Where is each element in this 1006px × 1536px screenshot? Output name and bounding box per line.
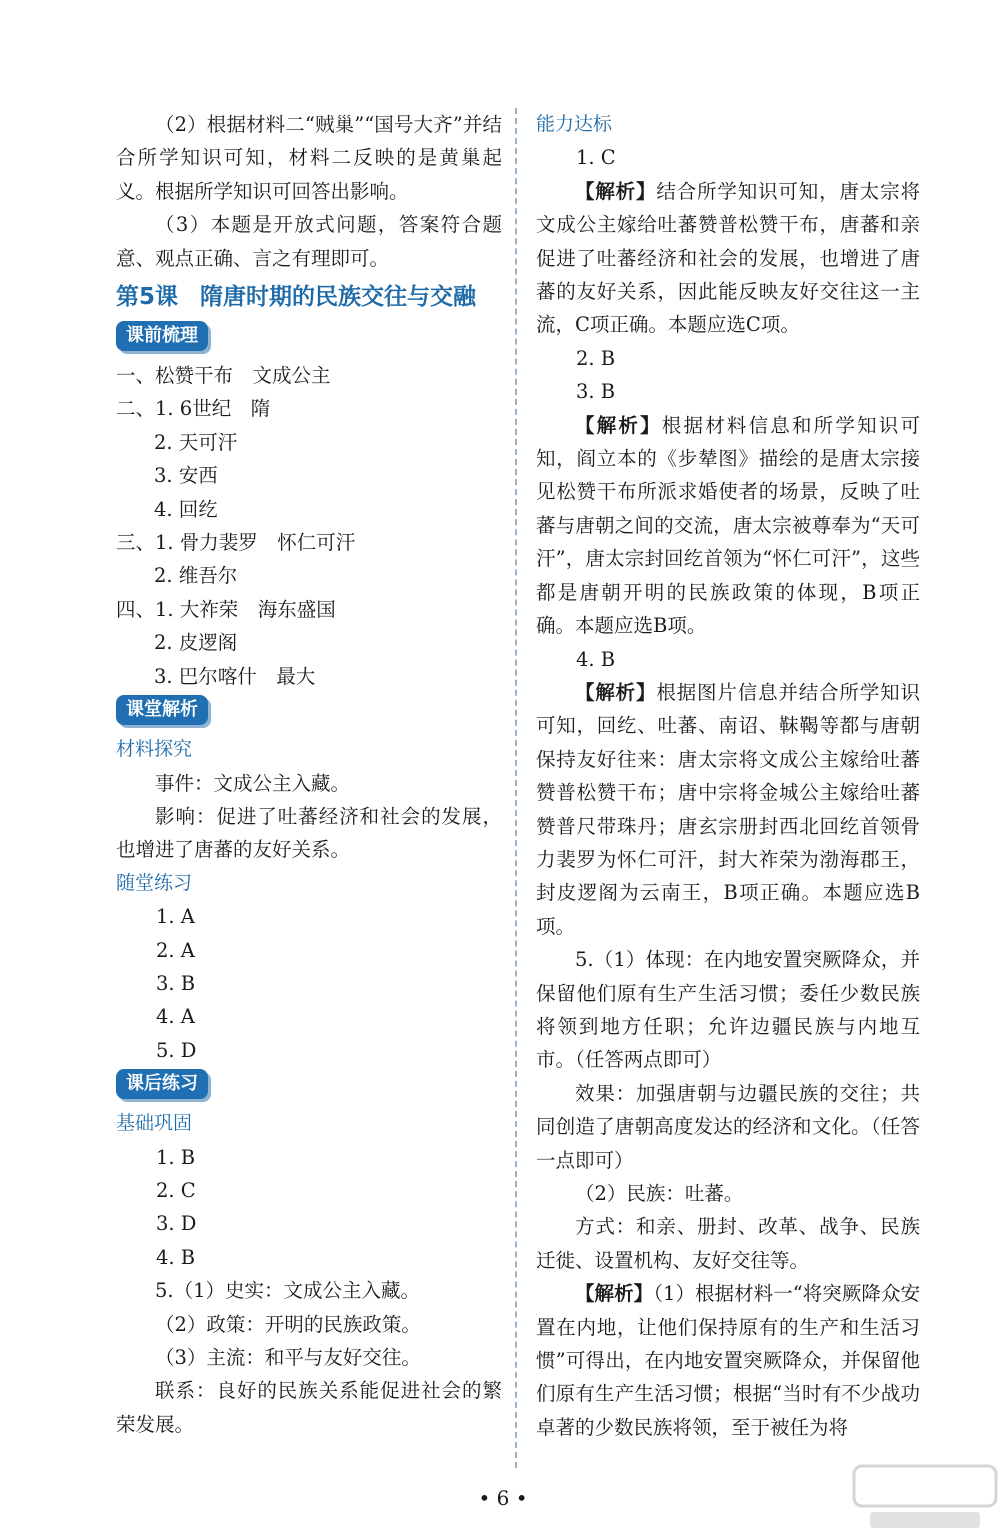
analysis-text: 根据材料信息和所学知识可知，阎立本的《步辇图》描绘的是唐太宗接见松赞干布所派求婚使者的场景，反映了吐蕃与唐朝之间的交流，唐太宗被尊奉为“天可汗”，唐太宗封回纥首领为“怀仁可汗”，这些都是唐朝开明的民族政策的体现，B项正确。本题应选B项。 bbox=[536, 413, 920, 638]
analysis-paragraph bbox=[536, 175, 920, 342]
section-badge-class: 课堂解析 bbox=[116, 695, 208, 725]
analysis-paragraph bbox=[536, 409, 920, 643]
answer-paragraph: （3）本题是开放式问题，答案符合题意、观点正确、言之有理即可。 bbox=[116, 213, 502, 270]
review-item: 2. 天可汗 bbox=[154, 430, 238, 454]
q5-answer: （2）政策：开明的民族政策。 bbox=[155, 1312, 421, 1336]
review-item: 2. 皮逻阁 bbox=[154, 631, 238, 655]
practice-answer: 2. A bbox=[156, 938, 195, 962]
q5-way: 方式：和亲、册封、改革、战争、民族迁徙、设置机构、友好交往等。 bbox=[536, 1215, 920, 1272]
ability-answer: 4. B bbox=[576, 647, 616, 671]
analysis-label: 【解析】 bbox=[575, 179, 657, 203]
q5-effect: 效果：加强唐朝与边疆民族的交往；共同创造了唐朝高度发达的经济和文化。（任答一点即可） bbox=[536, 1081, 920, 1172]
practice-answer: 3. B bbox=[156, 971, 196, 995]
right-column bbox=[536, 108, 920, 1444]
q5-part1: 5.（1）体现：在内地安置突厥降众，并保留他们原有生产生活习惯；委任少数民族将领到地方任职；允许边疆民族与内地互市。（任答两点即可） bbox=[536, 948, 920, 1072]
review-item: 3. 安西 bbox=[154, 464, 218, 488]
analysis-label: 【解析】 bbox=[575, 680, 657, 704]
answer-paragraph: （2）根据材料二“贼巢”“国号大齐”并结合所学知识可知，材料二反映的是黄巢起义。根据所学知识可回答出影响。 bbox=[116, 113, 502, 203]
review-item: 一、松赞干布 文成公主 bbox=[116, 364, 331, 388]
analysis-label: 【解析】 bbox=[575, 413, 662, 437]
q5-answer: 联系：良好的民族关系能促进社会的繁荣发展。 bbox=[116, 1379, 502, 1436]
event-text: 事件：文成公主入藏。 bbox=[155, 771, 351, 795]
lesson-heading bbox=[116, 277, 502, 317]
subheading-practice: 随堂练习 bbox=[116, 871, 193, 894]
analysis-text: 结合所学知识可知，唐太宗将文成公主嫁给吐蕃赞普松赞干布，唐蕃和亲促进了吐蕃经济和社会的发展，也增进了唐蕃的友好关系，因此能反映友好交往这一主流，C项正确。本题应选C项。 bbox=[536, 179, 920, 337]
practice-answer: 5. D bbox=[156, 1038, 197, 1062]
analysis-text: 根据图片信息并结合所学知识可知，回纥、吐蕃、南诏、靺鞨等都与唐朝保持友好往来：唐太宗将文成公主嫁给吐蕃赞普松赞干布；唐中宗将金城公主嫁给吐蕃赞普尺带珠丹；唐玄宗册封西北回纥首领骨力裴罗为怀仁可汗，封大祚荣为渤海郡王，封皮逻阁为云南王，B项正确。本题应选B项。 bbox=[536, 680, 920, 938]
q5-answer: （3）主流：和平与友好交往。 bbox=[155, 1346, 421, 1369]
analysis-text: （1）根据材料一“将突厥降众安置在内地，让他们保持原有的生产和生活习惯”可得出，在内地安置突厥降众，并保留他们原有生产生活习惯；根据“当时有不少战功卓著的少数民族将领，至于被任为将 bbox=[536, 1282, 920, 1439]
basic-answer: 4. B bbox=[156, 1245, 196, 1269]
analysis-paragraph bbox=[536, 676, 920, 943]
review-item: 3. 巴尔喀什 最大 bbox=[154, 664, 316, 688]
practice-answer: 1. A bbox=[156, 905, 195, 929]
review-item: 二、1. 6世纪 隋 bbox=[116, 397, 271, 421]
page-number: • 6 • bbox=[478, 1486, 528, 1510]
lesson-number: 第5课 bbox=[116, 284, 179, 311]
ability-answer: 1. C bbox=[576, 146, 616, 170]
basic-answer: 1. B bbox=[156, 1145, 196, 1169]
lesson-title: 隋唐时期的民族交往与交融 bbox=[200, 284, 477, 311]
watermark-logo bbox=[850, 1462, 1000, 1534]
basic-answer: 3. D bbox=[156, 1212, 197, 1236]
ability-answer: 2. B bbox=[576, 346, 616, 370]
review-item: 2. 维吾尔 bbox=[154, 564, 238, 588]
subheading-material: 材料探究 bbox=[116, 738, 193, 761]
review-item: 四、1. 大祚荣 海东盛国 bbox=[116, 597, 336, 621]
q5-part2: （2）民族：吐蕃。 bbox=[575, 1182, 744, 1205]
left-column bbox=[116, 108, 502, 1441]
ability-answer: 3. B bbox=[576, 380, 616, 404]
review-item: 三、1. 骨力裴罗 怀仁可汗 bbox=[116, 531, 356, 555]
analysis-label: 【解析】 bbox=[575, 1282, 654, 1306]
subheading-basic: 基础巩固 bbox=[116, 1112, 193, 1135]
review-item: 4. 回纥 bbox=[154, 497, 218, 521]
subheading-ability: 能力达标 bbox=[536, 113, 613, 135]
practice-answer: 4. A bbox=[156, 1005, 195, 1029]
basic-answer: 2. C bbox=[156, 1178, 196, 1202]
impact-text: 影响：促进了吐蕃经济和社会的发展，也增进了唐蕃的友好关系。 bbox=[116, 804, 502, 862]
column-divider bbox=[515, 108, 517, 1468]
q5-answer: 5.（1）史实：文成公主入藏。 bbox=[155, 1279, 421, 1303]
analysis-paragraph bbox=[536, 1277, 920, 1444]
section-badge-after: 课后练习 bbox=[116, 1069, 208, 1099]
section-badge-preview: 课前梳理 bbox=[116, 321, 208, 351]
